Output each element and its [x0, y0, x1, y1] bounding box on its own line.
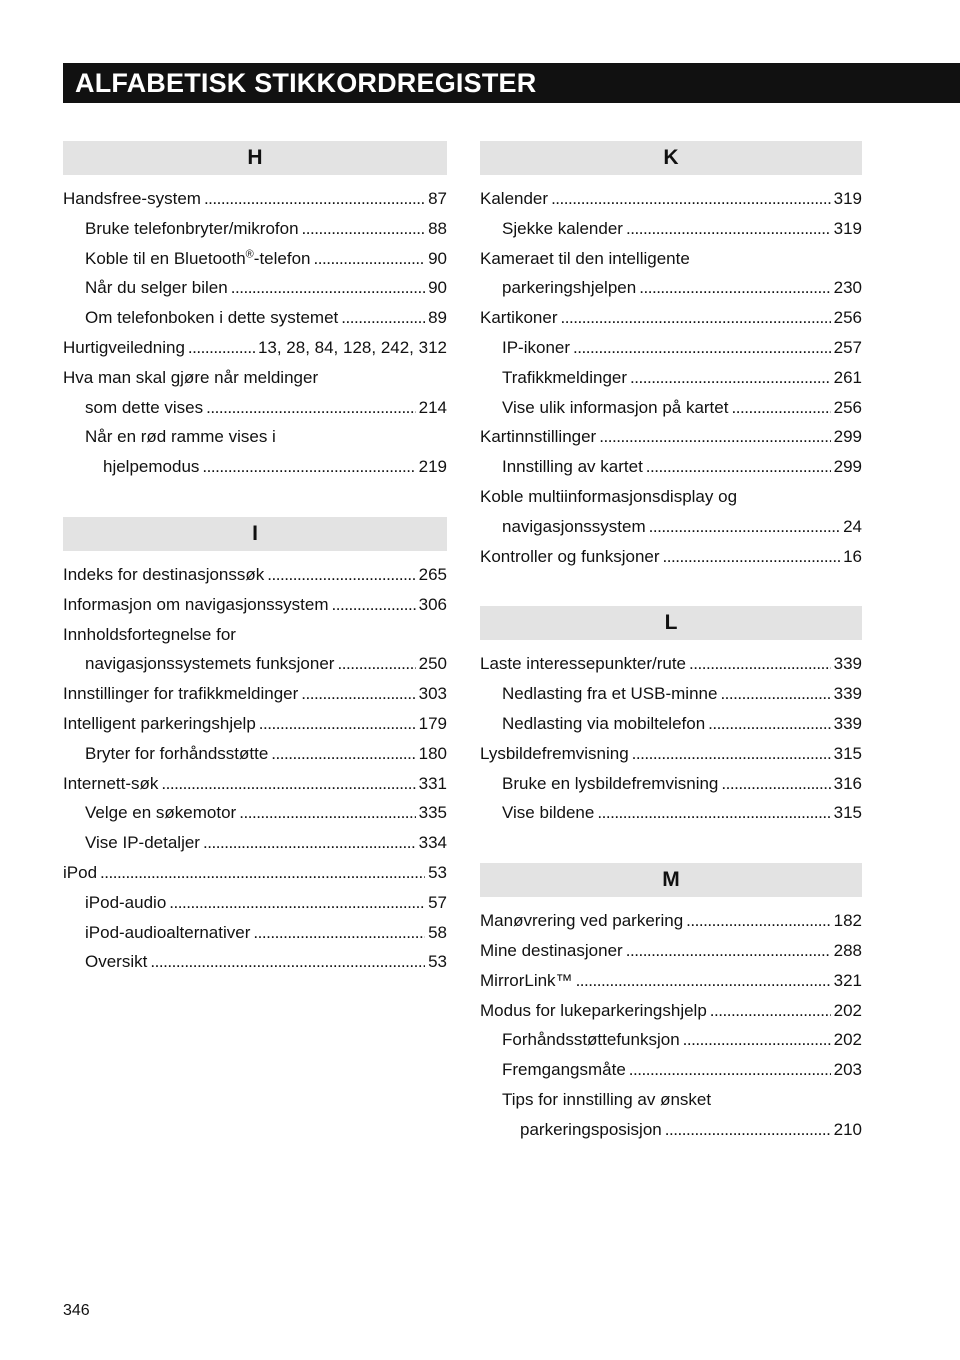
dot-leader — [689, 649, 831, 679]
entry-page-ref[interactable]: 315 — [833, 743, 862, 763]
entry-term — [480, 1055, 862, 1085]
index-entry — [63, 184, 447, 214]
entry-text: Forhåndsstøttefunksjon — [502, 1030, 680, 1050]
entry-text: Kontroller og funksjoner — [480, 546, 660, 566]
entry-term — [63, 679, 447, 709]
entry-term — [480, 798, 862, 828]
entry-text: Mine destinasjoner — [480, 940, 623, 960]
entry-term-continuation — [63, 393, 447, 423]
index-entry — [480, 739, 862, 769]
entry-text: Velge en søkemotor — [85, 803, 237, 823]
entry-term — [480, 649, 862, 679]
entry-text: Modus for lukeparkeringshjelp — [480, 1000, 707, 1020]
index-entry — [480, 482, 862, 542]
entry-text: Kartikoner — [480, 308, 558, 328]
entry-term — [63, 769, 447, 799]
entry-text: iPod-audio — [85, 892, 167, 912]
entry-term — [63, 828, 447, 858]
index-entry — [63, 560, 447, 590]
entry-term — [480, 393, 862, 423]
entry-text: Sjekke kalender — [502, 218, 623, 238]
dot-leader — [663, 542, 841, 572]
entry-text: navigasjonssystem — [502, 516, 646, 536]
dot-leader — [150, 947, 425, 977]
dot-leader — [259, 709, 416, 739]
entry-text: Hurtigveiledning — [63, 337, 185, 357]
index-entry — [480, 452, 862, 482]
entry-page-ref[interactable]: 88 — [428, 218, 447, 238]
dot-leader — [646, 452, 831, 482]
entry-text: Nedlasting via mobiltelefon — [502, 713, 706, 733]
dot-leader — [630, 363, 831, 393]
dot-leader — [708, 709, 830, 739]
entry-text: Kameraet til den intelligente — [480, 248, 690, 268]
dot-leader — [203, 828, 416, 858]
dot-leader — [639, 273, 830, 303]
entry-term — [480, 482, 862, 512]
entry-term — [63, 214, 447, 244]
index-entry — [63, 244, 447, 274]
entry-page-ref[interactable]: 265 — [418, 564, 447, 584]
entry-text: Oversikt — [85, 952, 148, 972]
entry-text: Intelligent parkeringshjelp — [63, 713, 256, 733]
entry-text: Innstillinger for trafikkmeldinger — [63, 684, 299, 704]
entry-text: Indeks for destinasjonssøk — [63, 564, 265, 584]
dot-leader — [239, 798, 415, 828]
entry-term — [63, 620, 447, 650]
index-entry — [63, 709, 447, 739]
index-entry-list — [63, 551, 447, 977]
entry-page-ref[interactable]: 331 — [418, 773, 447, 793]
entry-term — [63, 273, 447, 303]
entry-page-ref[interactable]: 261 — [833, 367, 862, 387]
entry-term — [480, 709, 862, 739]
dot-leader — [161, 769, 415, 799]
entry-text: Bruke telefonbryter/mikrofon — [85, 218, 299, 238]
entry-term — [63, 798, 447, 828]
entry-page-ref[interactable]: 256 — [833, 308, 862, 328]
entry-term — [63, 303, 447, 333]
dot-leader — [731, 393, 830, 423]
index-entry-list — [63, 175, 447, 482]
entry-term — [63, 333, 447, 363]
index-entry — [480, 422, 862, 452]
entry-text: Når du selger bilen — [85, 278, 228, 298]
entry-text: som dette vises — [85, 397, 204, 417]
entry-term — [63, 560, 447, 590]
index-column-right — [480, 141, 862, 1145]
entry-page-ref[interactable]: 89 — [428, 308, 447, 328]
index-entry — [480, 966, 862, 996]
entry-page-ref[interactable]: 219 — [418, 457, 447, 477]
entry-text: Fremgangsmåte — [502, 1060, 626, 1080]
index-entry — [63, 422, 447, 482]
dot-leader — [341, 303, 425, 333]
entry-text: Manøvrering ved parkering — [480, 911, 684, 931]
index-entry — [63, 828, 447, 858]
entry-term — [480, 996, 862, 1026]
index-entry — [480, 936, 862, 966]
entry-term-continuation — [63, 452, 447, 482]
index-entry — [480, 363, 862, 393]
index-entry — [480, 996, 862, 1026]
index-entry — [63, 363, 447, 423]
entry-page-ref[interactable]: 24 — [843, 516, 862, 536]
dot-leader — [188, 333, 255, 363]
entry-term — [480, 333, 862, 363]
entry-term — [63, 888, 447, 918]
index-entry — [480, 709, 862, 739]
dot-leader — [597, 798, 830, 828]
entry-page-ref[interactable]: 13, 28, 84, 128, 242, 312 — [257, 337, 447, 357]
entry-page-ref[interactable]: 299 — [833, 457, 862, 477]
index-entry — [63, 273, 447, 303]
dot-leader — [632, 739, 831, 769]
index-entry — [63, 947, 447, 977]
index-entry-list — [480, 897, 862, 1144]
entry-page-ref[interactable]: 90 — [428, 278, 447, 298]
entry-term — [480, 936, 862, 966]
entry-term — [480, 303, 862, 333]
entry-text: hjelpemodus — [103, 457, 200, 477]
index-entry — [63, 918, 447, 948]
entry-text: Når en rød ramme vises i — [85, 427, 276, 447]
entry-page-ref[interactable]: 57 — [428, 892, 447, 912]
entry-text: iPod — [63, 862, 98, 882]
index-entry — [63, 214, 447, 244]
entry-term — [63, 590, 447, 620]
index-entry — [480, 184, 862, 214]
registered-mark: ® — [245, 247, 254, 260]
entry-term — [63, 739, 447, 769]
entry-term — [480, 966, 862, 996]
index-entry — [480, 214, 862, 244]
dot-leader — [576, 966, 831, 996]
index-column-left — [63, 141, 447, 977]
dot-leader — [720, 679, 830, 709]
dot-leader — [206, 393, 416, 423]
index-entry — [63, 888, 447, 918]
index-entry — [480, 393, 862, 423]
index-entry — [480, 906, 862, 936]
dot-leader — [231, 273, 425, 303]
dot-leader — [337, 649, 415, 679]
index-entry — [63, 333, 447, 363]
index-entry — [480, 679, 862, 709]
entry-term — [480, 452, 862, 482]
entry-page-ref[interactable]: 257 — [833, 337, 862, 357]
index-entry — [63, 858, 447, 888]
dot-leader — [721, 769, 830, 799]
entry-text: MirrorLink™ — [480, 970, 573, 990]
index-entry — [63, 620, 447, 680]
dot-leader — [267, 560, 415, 590]
index-entry — [480, 333, 862, 363]
section-letter-header: K — [480, 141, 862, 175]
entry-page-ref[interactable]: 214 — [418, 397, 447, 417]
entry-term — [480, 363, 862, 393]
dot-leader — [202, 452, 415, 482]
dot-leader — [313, 244, 425, 274]
entry-page-ref[interactable]: 339 — [833, 713, 862, 733]
dot-leader — [686, 906, 830, 936]
index-entry — [480, 1085, 862, 1145]
entry-term — [63, 244, 447, 274]
entry-page-ref[interactable]: 319 — [833, 189, 862, 208]
entry-page-ref[interactable]: 321 — [833, 970, 862, 990]
entry-term — [480, 1025, 862, 1055]
dot-leader — [683, 1025, 831, 1055]
dot-leader — [599, 422, 830, 452]
entry-page-ref[interactable]: 180 — [418, 743, 447, 763]
entry-term — [480, 214, 862, 244]
entry-page-ref[interactable]: 182 — [833, 911, 862, 931]
dot-leader — [332, 590, 416, 620]
entry-page-ref[interactable]: 230 — [833, 278, 862, 298]
entry-term — [480, 422, 862, 452]
entry-page-ref[interactable]: 90 — [428, 248, 447, 268]
entry-text: Innstilling av kartet — [502, 457, 643, 477]
entry-text: Vise bildene — [502, 803, 595, 823]
entry-text: Bruke en lysbildefremvisning — [502, 773, 719, 793]
dot-leader — [626, 936, 831, 966]
entry-page-ref[interactable]: 288 — [833, 940, 862, 960]
dot-leader — [649, 512, 840, 542]
entry-text: Koble til en Bluetooth®-telefon — [85, 247, 311, 268]
entry-term — [480, 679, 862, 709]
index-entry — [480, 244, 862, 304]
entry-page-ref[interactable]: 299 — [833, 427, 862, 447]
entry-page-ref[interactable]: 202 — [833, 1030, 862, 1050]
entry-text: Laste interessepunkter/rute — [480, 654, 687, 674]
entry-page-ref[interactable]: 315 — [833, 803, 862, 823]
entry-page-ref[interactable]: 303 — [418, 684, 447, 704]
entry-page-ref[interactable]: 334 — [418, 833, 447, 853]
entry-text: Lysbildefremvisning — [480, 743, 629, 763]
entry-page-ref[interactable]: 203 — [833, 1060, 862, 1080]
entry-term — [63, 363, 447, 393]
entry-text: Vise IP-detaljer — [85, 833, 200, 853]
entry-text: Hva man skal gjøre når meldinger — [63, 367, 319, 387]
entry-page-ref[interactable]: 16 — [843, 546, 862, 566]
entry-term-continuation — [480, 273, 862, 303]
index-entry — [480, 1055, 862, 1085]
entry-term — [480, 184, 862, 214]
entry-page-ref[interactable]: 316 — [833, 773, 862, 793]
entry-page-ref[interactable]: 87 — [428, 189, 447, 208]
index-entry-list — [480, 175, 862, 571]
entry-term — [480, 769, 862, 799]
entry-text: Informasjon om navigasjonssystem — [63, 594, 329, 614]
entry-term-continuation — [480, 512, 862, 542]
entry-page-ref[interactable]: 339 — [833, 684, 862, 704]
index-entry — [480, 649, 862, 679]
entry-term — [480, 1085, 862, 1115]
entry-text: Internett-søk — [63, 773, 159, 793]
dot-leader — [253, 918, 425, 948]
entry-text: Vise ulik informasjon på kartet — [502, 397, 729, 417]
index-entry — [63, 679, 447, 709]
index-entry — [480, 1025, 862, 1055]
index-entry — [480, 798, 862, 828]
entry-text: navigasjonssystemets funksjoner — [85, 654, 335, 674]
dot-leader — [710, 996, 831, 1026]
entry-text: Innholdsfortegnelse for — [63, 624, 236, 644]
entry-term — [480, 244, 862, 274]
index-entry — [63, 739, 447, 769]
dot-leader — [626, 214, 831, 244]
entry-page-ref[interactable]: 306 — [418, 594, 447, 614]
entry-term — [480, 542, 862, 572]
index-entry — [480, 769, 862, 799]
entry-page-ref[interactable]: 335 — [418, 803, 447, 823]
section-gap — [480, 828, 862, 863]
dot-leader — [573, 333, 831, 363]
dot-leader — [100, 858, 425, 888]
index-entry — [63, 303, 447, 333]
entry-term — [63, 422, 447, 452]
entry-text: parkeringsposisjon — [520, 1119, 662, 1139]
entry-text: Kartinnstillinger — [480, 427, 597, 447]
section-letter-header: I — [63, 517, 447, 551]
entry-text: Nedlasting fra et USB-minne — [502, 684, 718, 704]
entry-text: Tips for innstilling av ønsket — [502, 1089, 712, 1109]
section-gap — [480, 571, 862, 606]
section-gap — [63, 482, 447, 517]
entry-text: Handsfree-system — [63, 189, 201, 208]
entry-term — [63, 947, 447, 977]
dot-leader — [629, 1055, 831, 1085]
entry-term — [63, 918, 447, 948]
index-entry — [63, 590, 447, 620]
dot-leader — [551, 184, 831, 214]
index-banner: ALFABETISK STIKKORDREGISTER — [63, 63, 960, 103]
entry-term — [480, 906, 862, 936]
entry-text: IP-ikoner — [502, 337, 571, 357]
entry-text: Bryter for forhåndsstøtte — [85, 743, 269, 763]
section-letter-header: H — [63, 141, 447, 175]
entry-text: Kalender — [480, 189, 549, 208]
entry-term — [63, 709, 447, 739]
entry-term — [63, 858, 447, 888]
entry-text: Om telefonboken i dette systemet — [85, 308, 339, 328]
entry-page-ref[interactable]: 250 — [418, 654, 447, 674]
entry-text: iPod-audioalternativer — [85, 922, 251, 942]
dot-leader — [271, 739, 415, 769]
entry-text: parkeringshjelpen — [502, 278, 637, 298]
index-entry-list — [480, 640, 862, 828]
dot-leader — [665, 1115, 831, 1145]
index-entry — [480, 303, 862, 333]
entry-term — [63, 184, 447, 214]
entry-term — [480, 739, 862, 769]
entry-term-continuation — [480, 1115, 862, 1145]
section-letter-header: M — [480, 863, 862, 897]
index-entry — [480, 542, 862, 572]
dot-leader — [302, 214, 426, 244]
entry-page-ref[interactable]: 202 — [833, 1000, 862, 1020]
entry-term-continuation — [63, 649, 447, 679]
dot-leader — [301, 679, 415, 709]
dot-leader — [169, 888, 425, 918]
entry-page-ref[interactable]: 339 — [833, 654, 862, 674]
entry-page-ref[interactable]: 210 — [833, 1119, 862, 1139]
page-number: 346 — [63, 1302, 90, 1319]
entry-page-ref[interactable]: 256 — [833, 397, 862, 417]
section-letter-header: L — [480, 606, 862, 640]
index-entry — [63, 798, 447, 828]
index-entry — [63, 769, 447, 799]
entry-page-ref[interactable]: 58 — [428, 922, 447, 942]
entry-text: Koble multiinformasjonsdisplay og — [480, 486, 738, 506]
dot-leader — [560, 303, 830, 333]
entry-page-ref[interactable]: 53 — [428, 952, 447, 972]
entry-text: Trafikkmeldinger — [502, 367, 628, 387]
entry-page-ref[interactable]: 179 — [418, 713, 447, 733]
entry-page-ref[interactable]: 53 — [428, 862, 447, 882]
entry-page-ref[interactable]: 319 — [833, 218, 862, 238]
dot-leader — [204, 184, 425, 214]
